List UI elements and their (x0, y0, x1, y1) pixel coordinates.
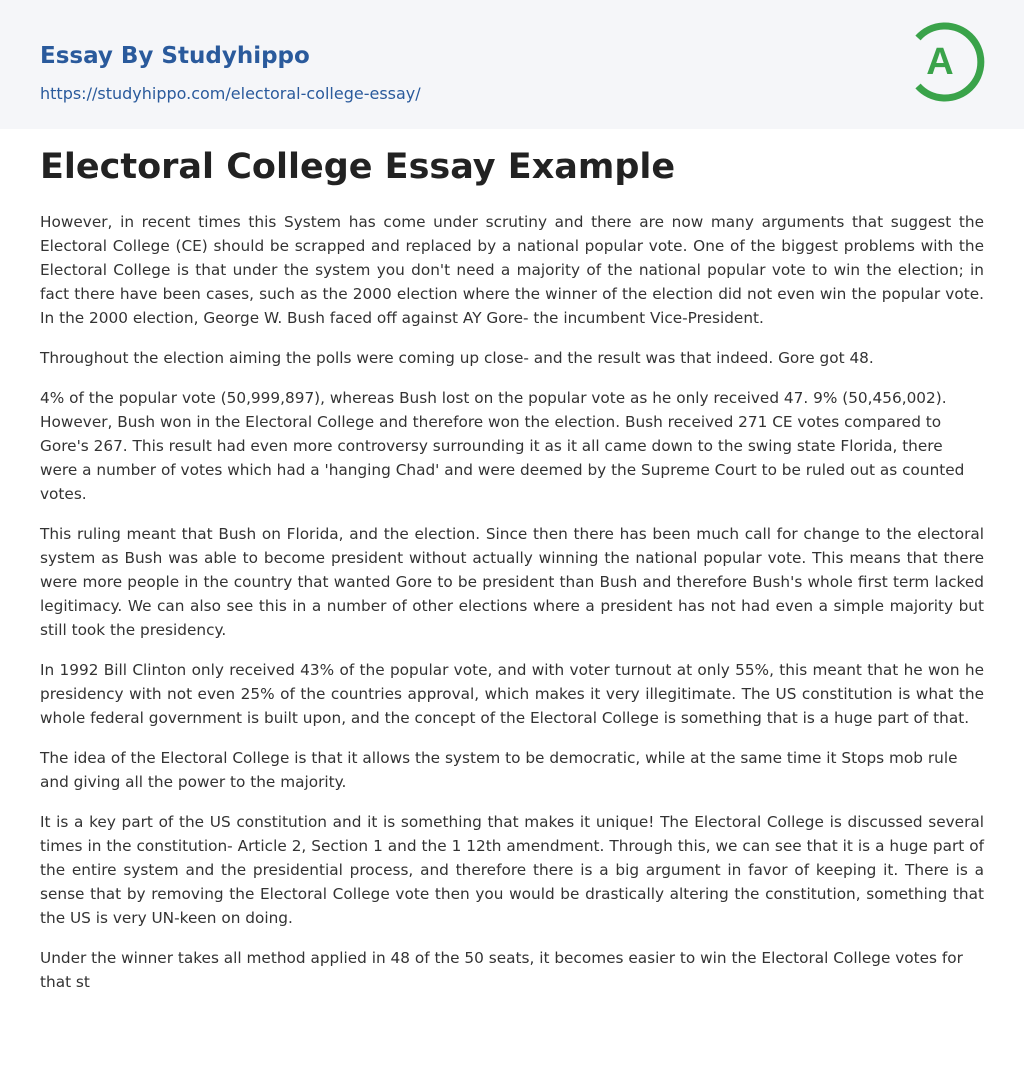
essay-paragraph: Under the winner takes all method applied in 48 of the 50 seats, it becomes easier to win the Electoral College votes for that st (40, 949, 963, 991)
essay-paragraph: 4% of the popular vote (50,999,897), whereas Bush lost on the popular vote as he only received 47. 9% (50,456,002). However, Bush won in the Electoral College and therefore won the election. Bush received 271 CE votes compared to Gore's 267. This result had even more controversy surrounding it as it all came down to the swing state Florida, there were a number of votes which had a 'hanging Chad' and were deemed by the Supreme Court to be ruled out as counted votes. (40, 389, 965, 503)
essay-paragraph: The idea of the Electoral College is that it allows the system to be democratic, while at the same time it Stops mob rule and giving all the power to the majority. (40, 749, 958, 791)
essay-paragraph: It is a key part of the US constitution and it is something that makes it unique! The Electoral College is discussed several times in the constitution- Article 2, Section 1 and the 1 12th amendment. Through this, we can see that it is a huge part of the entire system and the presidential process, and therefore there is a big argument in favor of keeping it. There is a sense that by removing the Electoral College vote then you would be drastically altering the constitution, something that the US is very UN-keen on doing. (40, 813, 984, 927)
essay-url-link[interactable]: https://studyhippo.com/electoral-college-essay/ (40, 84, 421, 103)
essay-paragraph: However, in recent times this System has come under scrutiny and there are now many arguments that suggest the Electoral College (CE) should be scrapped and replaced by a national popular vote. One of the biggest problems with the Electoral College is that under the system you don't need a majority of the national popular vote to win the election; in fact there have been cases, such as the 2000 election where the winner of the election did not even win the popular vote. In the 2000 election, George W. Bush faced off against AY Gore- the incumbent Vice-President. (40, 213, 984, 327)
essay-content (40, 144, 984, 1010)
essay-paragraph: Throughout the election aiming the polls were coming up close- and the result was that indeed. Gore got 48. (40, 349, 874, 367)
essay-paragraph: This ruling meant that Bush on Florida, and the election. Since then there has been much call for change to the electoral system as Bush was able to become president without actually winning the national popular vote. This means that there were more people in the country that wanted Gore to be president than Bush and therefore Bush's whole first term lacked legitimacy. We can also see this in a number of other elections where a president has not had even a simple majority but still took the presidency. (40, 525, 984, 639)
page-title: Electoral College Essay Example (40, 147, 676, 187)
site-header (0, 0, 1024, 129)
logo-letter: A (926, 41, 954, 83)
brand-title[interactable]: Essay By Studyhippo (40, 43, 310, 69)
essay-paragraph: In 1992 Bill Clinton only received 43% of the popular vote, and with voter turnout at only 55%, this meant that he won he presidency with not even 25% of the countries approval, which makes it very illegitimate. The US constitution is what the whole federal government is built upon, and the concept of the Electoral College is something that is a huge part of that. (40, 661, 984, 727)
studyhippo-logo-icon[interactable] (910, 18, 988, 106)
